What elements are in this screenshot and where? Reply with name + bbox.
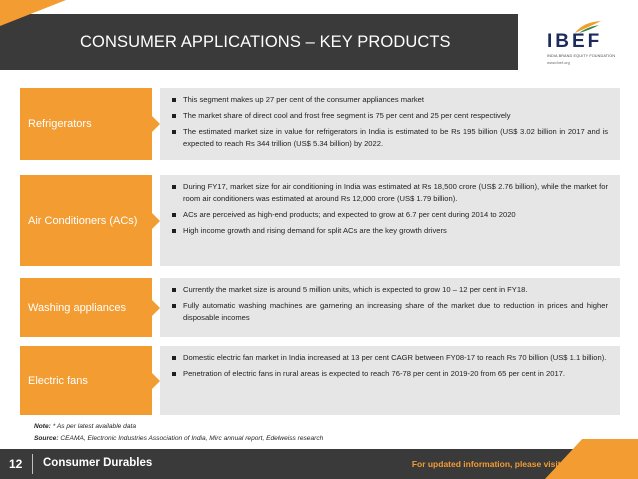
row-label: Refrigerators — [20, 88, 152, 160]
bullet-item: The estimated market size in value for refrigerators in India is estimated to be Rs 195 billion (US$ 3.02 billion in 2017 and is expected to reach Rs 344 trillion (US$ 5.34 billion) by 2022. — [172, 126, 608, 150]
bullet-item: Fully automatic washing machines are garnering an increasing share of the market due to reduction in prices and higher disposable incomes — [172, 300, 608, 324]
bullet-item: Currently the market size is around 5 million units, which is expected to grow 10 – 12 per cent in FY18. — [172, 284, 608, 296]
bullet-item: During FY17, market size for air conditioning in India was estimated at Rs 18,500 crore (US$ 2.76 billion), while the market for room air conditioners was estimated at around Rs 12,000 crore (US$ 1.79 billion). — [172, 181, 608, 205]
source-line — [34, 433, 323, 445]
bullet-item: ACs are perceived as high-end products; and expected to grow at 6.7 per cent during 2014 to 2020 — [172, 209, 608, 221]
row-label: Washing appliances — [20, 278, 152, 337]
ibef-logo[interactable] — [535, 20, 625, 72]
row-body — [160, 346, 620, 415]
row-electric-fans — [20, 346, 620, 415]
row-body — [160, 175, 620, 266]
source-text: CEAMA, Electronic Industries Association of India, Mirc annual report, Edelweiss research — [58, 435, 324, 442]
bullet-item: Domestic electric fan market in India increased at 13 per cent CAGR between FY08-17 to reach Rs 70 billion (US$ 1.1 billion). — [172, 352, 608, 364]
row-washing-appliances — [20, 278, 620, 337]
bullet-item: This segment makes up 27 per cent of the consumer appliances market — [172, 94, 608, 106]
footer-link[interactable]: For updated information, please visit www.ibef.org — [411, 459, 616, 469]
row-air-conditioners — [20, 175, 620, 266]
row-body — [160, 88, 620, 160]
logo-url: www.ibef.org — [547, 59, 570, 65]
page-number: 12 — [9, 457, 23, 471]
notes — [34, 421, 323, 445]
source-label: Source: — [34, 435, 59, 442]
note-label: Note: — [34, 423, 51, 430]
page-title: CONSUMER APPLICATIONS – KEY PRODUCTS — [80, 33, 451, 51]
bullet-item: High income growth and rising demand for split ACs are the key growth drivers — [172, 225, 608, 237]
section-label: Consumer Durables — [43, 457, 153, 469]
note-line — [34, 421, 323, 433]
logo-tagline: INDIA BRAND EQUITY FOUNDATION — [547, 54, 616, 58]
logo-wordmark: IBEF — [547, 31, 603, 52]
footer — [0, 449, 638, 479]
row-label: Electric fans — [20, 346, 152, 415]
row-refrigerators — [20, 88, 620, 160]
note-text: * As per latest available data — [50, 423, 137, 430]
footer-divider — [32, 454, 33, 474]
row-body — [160, 278, 620, 337]
bullet-item: Penetration of electric fans in rural areas is expected to reach 76-78 per cent in 2019-20 from 65 per cent in 2017. — [172, 368, 608, 380]
bullet-item: The market share of direct cool and frost free segment is 75 per cent and 25 per cent respectively — [172, 110, 608, 122]
row-label: Air Conditioners (ACs) — [20, 175, 152, 266]
